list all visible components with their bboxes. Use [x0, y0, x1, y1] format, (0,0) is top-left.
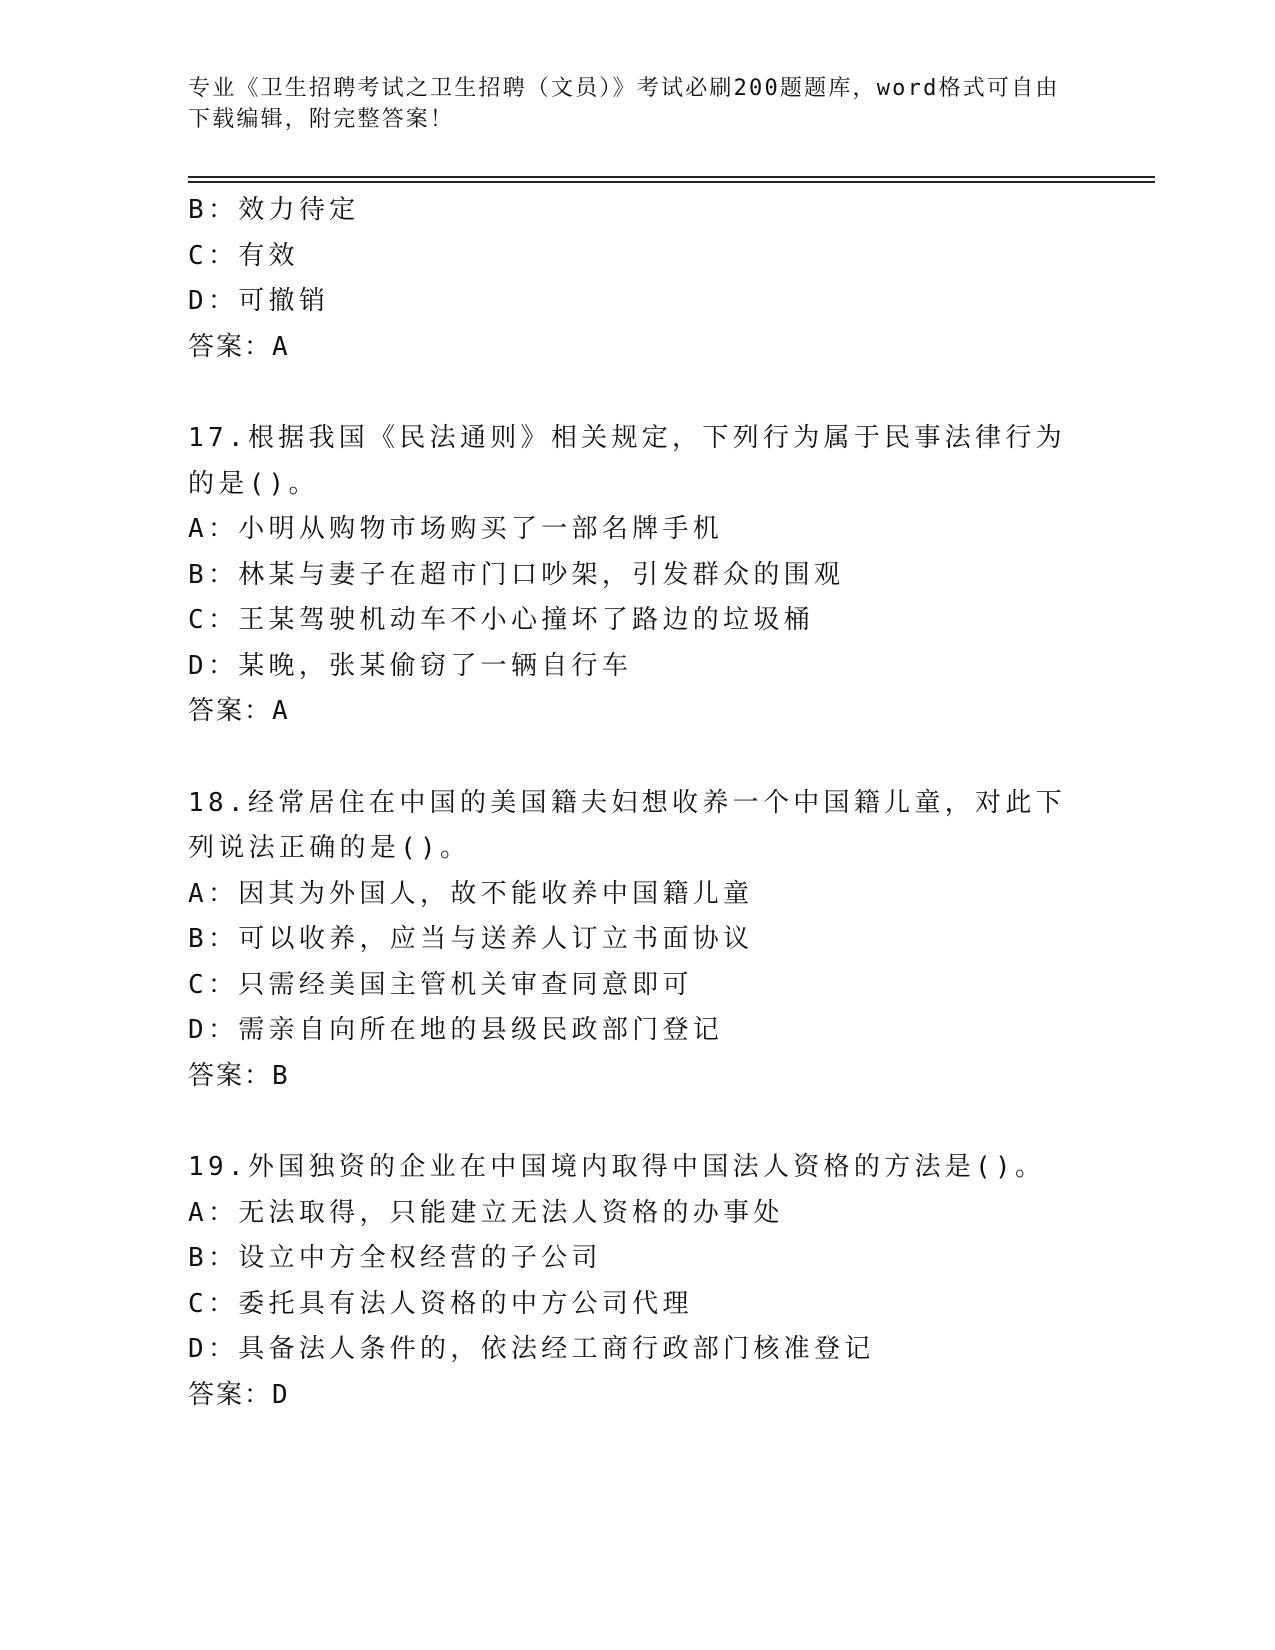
header-rule-top [188, 176, 1155, 178]
question-stem: 19.外国独资的企业在中国境内取得中国法人资格的方法是()。 [188, 1152, 1046, 1182]
option-b: B：效力待定 [188, 195, 360, 225]
question-17 [188, 416, 1088, 735]
option-b: B：设立中方全权经营的子公司 [188, 1243, 602, 1273]
option-d: D：具备法人条件的，依法经工商行政部门核准登记 [188, 1334, 875, 1364]
question-18 [188, 781, 1088, 1100]
question-stem: 17.根据我国《民法通则》相关规定，下列行为属于民事法律行为的是()。 [188, 423, 1066, 499]
answer-line: 答案：A [188, 696, 290, 726]
answer-line: 答案：A [188, 331, 290, 362]
option-a: A：小明从购物市场购买了一部名牌手机 [188, 514, 724, 544]
option-d: D：某晚，张某偷窃了一辆自行车 [188, 650, 633, 681]
option-c: C：委托具有法人资格的中方公司代理 [188, 1288, 693, 1319]
option-c: C：有效 [188, 240, 299, 271]
option-c: C：王某驾驶机动车不小心撞坏了路边的垃圾桶 [188, 605, 814, 635]
option-b: B：林某与妻子在超市门口吵架，引发群众的围观 [188, 559, 845, 590]
answer-line: 答案：D [188, 1379, 290, 1410]
option-a: A：因其为外国人，故不能收养中国籍儿童 [188, 878, 754, 909]
option-b: B：可以收养，应当与送养人订立书面协议 [188, 924, 754, 954]
partial-question [188, 188, 1088, 370]
document-header: 专业《卫生招聘考试之卫生招聘（文员）》考试必刷200题题库，word格式可自由下载编辑，附完整答案！ [188, 76, 1060, 132]
option-c: C：只需经美国主管机关审查同意即可 [188, 969, 693, 1000]
document-body [188, 188, 1088, 1418]
question-stem: 18.经常居住在中国的美国籍夫妇想收养一个中国籍儿童，对此下列说法正确的是()。 [188, 787, 1066, 863]
option-d: D：需亲自向所在地的县级民政部门登记 [188, 1015, 724, 1045]
option-a: A：无法取得，只能建立无法人资格的办事处 [188, 1197, 784, 1228]
option-d: D：可撤销 [188, 286, 330, 316]
answer-line: 答案：B [188, 1060, 290, 1091]
header-rule-bottom [188, 181, 1155, 183]
question-19 [188, 1145, 1088, 1418]
